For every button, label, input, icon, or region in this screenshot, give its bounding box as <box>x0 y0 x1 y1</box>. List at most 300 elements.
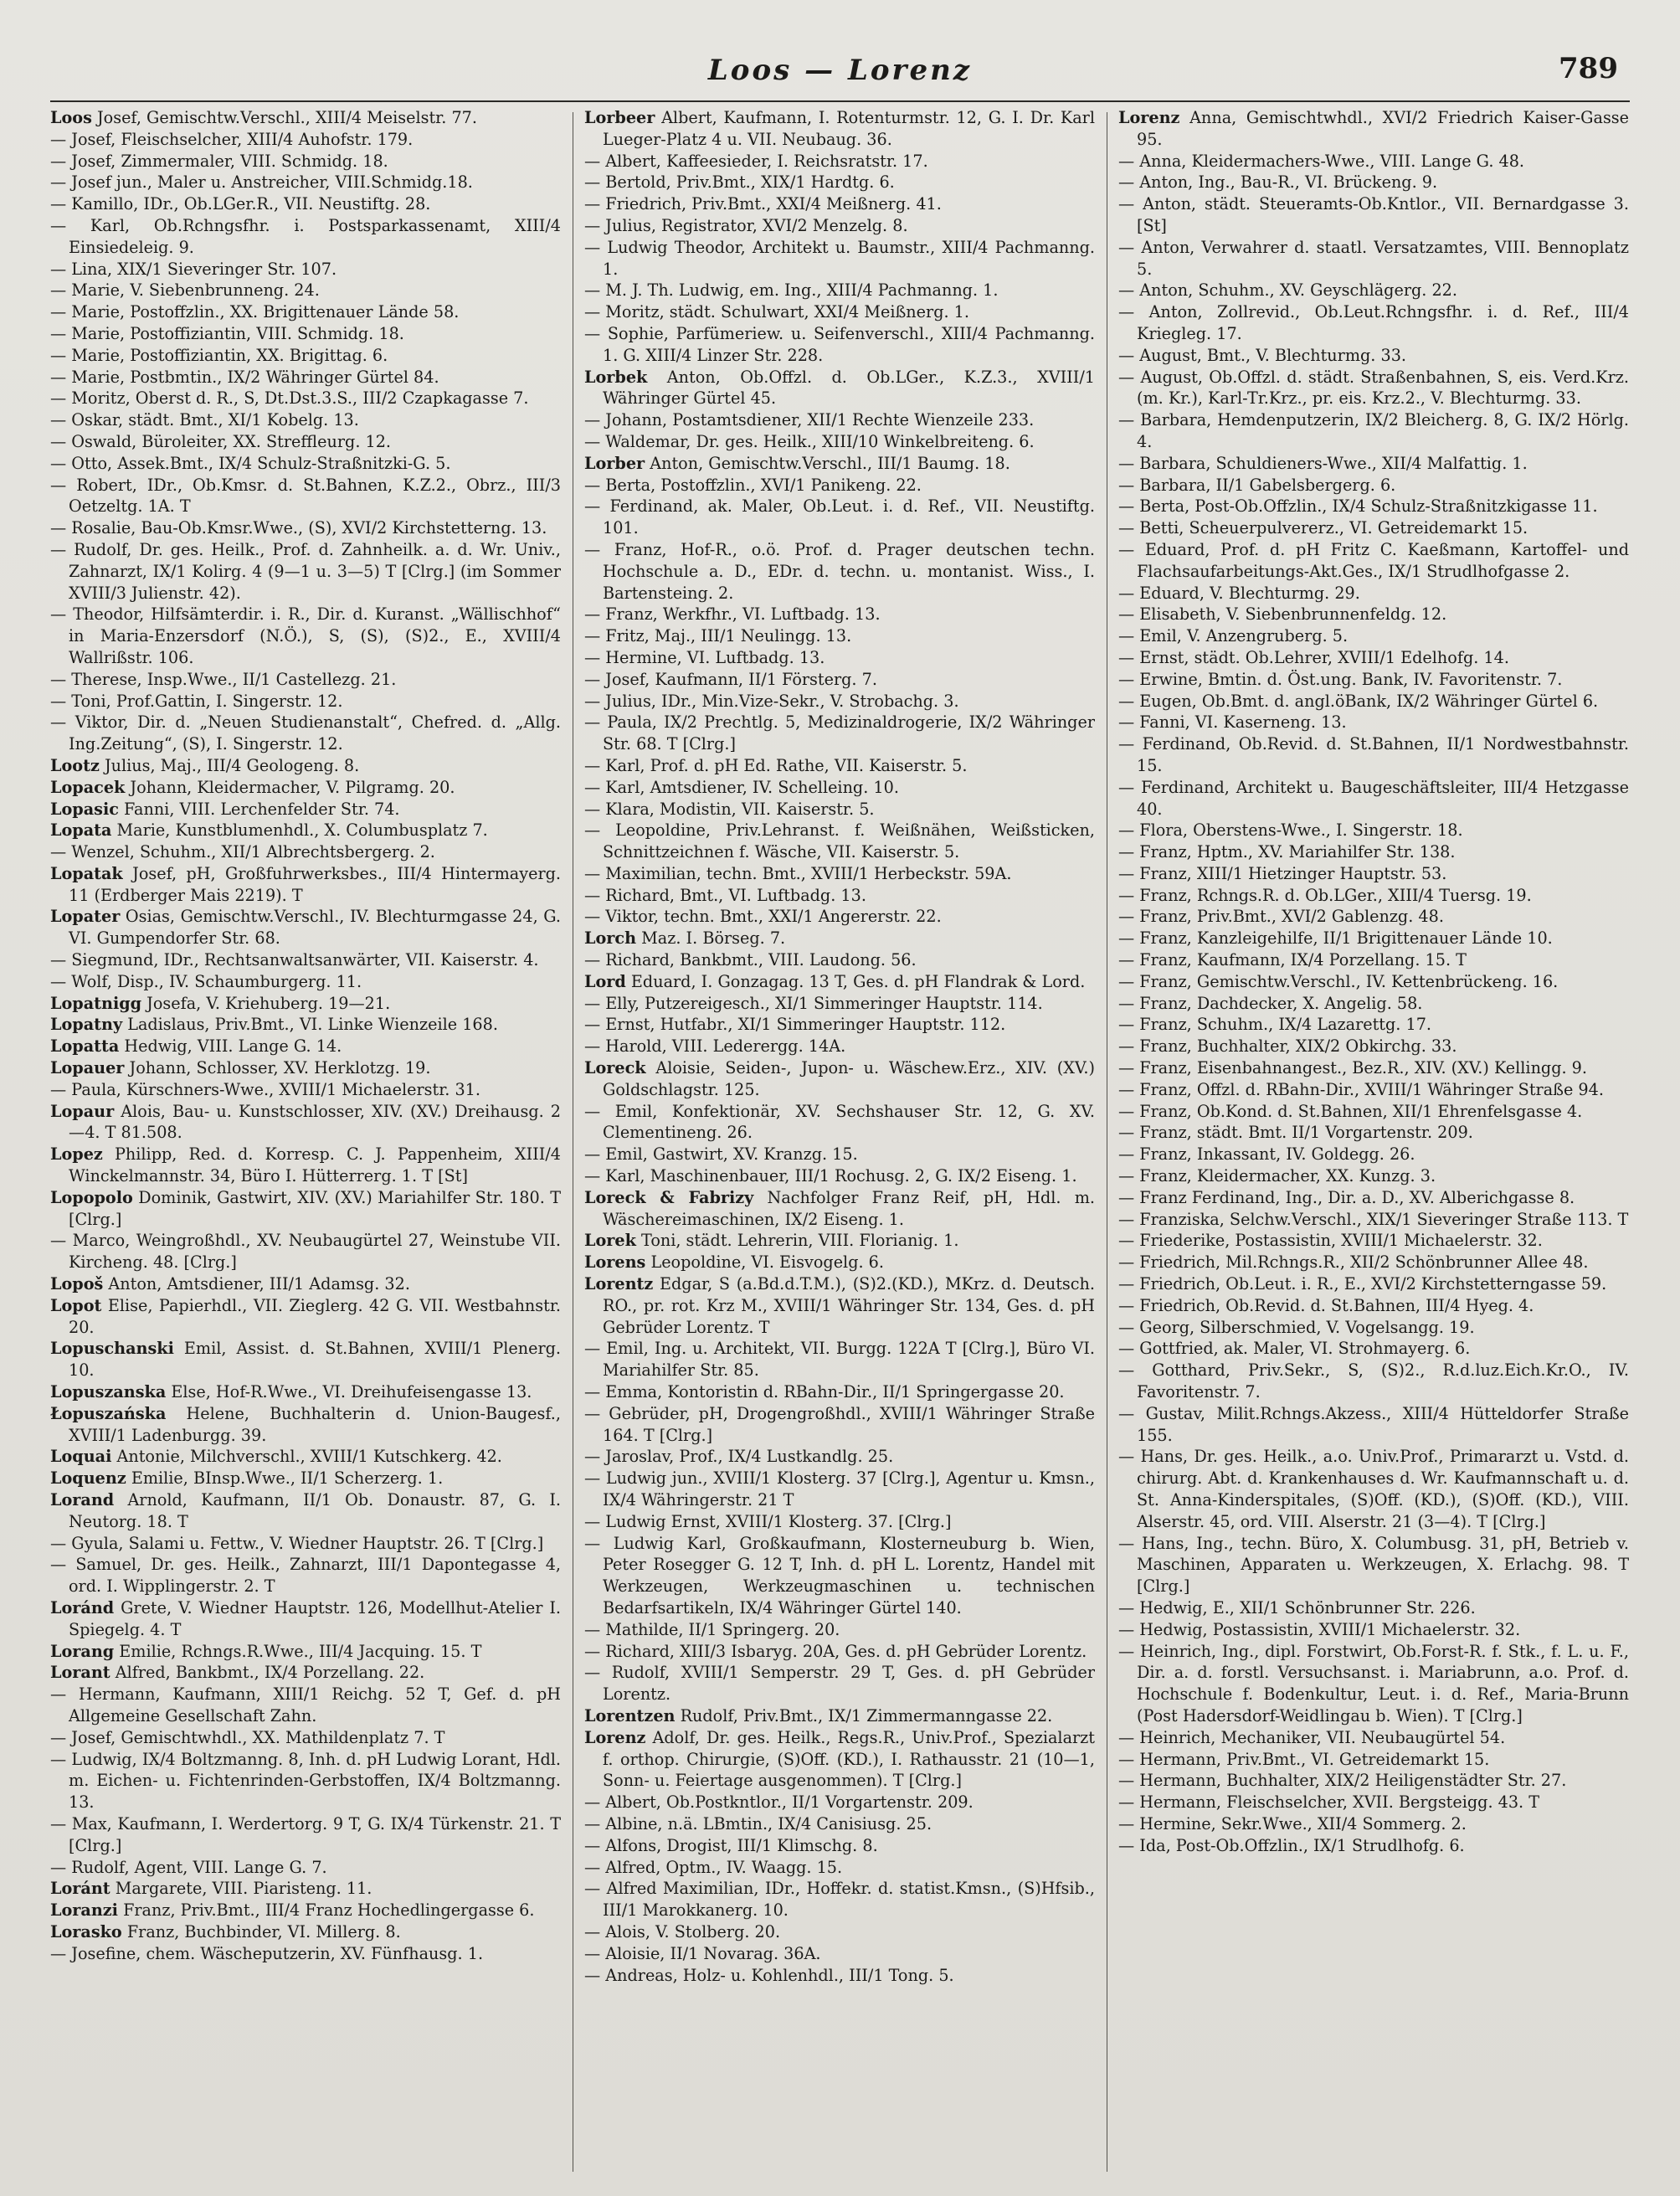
entry-surname: Lorbeer <box>584 108 655 127</box>
entry-text: — Marie, Postoffiziantin, VIII. Schmidg. 18. <box>50 323 404 343</box>
directory-entry <box>1118 1057 1629 1079</box>
directory-entry <box>1118 475 1629 496</box>
entry-text: — Hans, Ing., techn. Büro, X. Columbusg. 31, pH, Betrieb v. Maschinen, Apparaten u. Werkzeugen, X. Erlachg. 98. T [Clrg.] <box>1118 1533 1629 1597</box>
entry-text: — Ludwig, IX/4 Boltzmanng. 8, Inh. d. pH Ludwig Lorant, Hdl. m. Eichen- u. Fichtenrinden-Gerbstoffen, IX/4 Boltzmanng. 13. <box>50 1749 561 1813</box>
entry-surname: Lopata <box>50 820 112 841</box>
directory-entry <box>50 1921 561 1943</box>
entry-text: — Friedrich, Priv.Bmt., XXI/4 Meißnerg. 41. <box>584 194 942 214</box>
entry-text: — Barbara, II/1 Gabelsbergerg. 6. <box>1118 475 1396 495</box>
entry-text: — Ludwig jun., XVIII/1 Klosterg. 37 [Clrg.], Agentur u. Kmsn., IX/4 Währingerstr. 21 T <box>584 1468 1095 1509</box>
directory-entry <box>50 1057 561 1079</box>
entry-text: — Hermann, Priv.Bmt., VI. Getreidemarkt 15. <box>1118 1749 1490 1769</box>
directory-entry <box>584 1338 1095 1381</box>
entry-surname: Loreck & Fabrizy <box>584 1187 754 1207</box>
directory-entry <box>1118 409 1629 453</box>
directory-entry <box>1118 1295 1629 1317</box>
entry-text: — Franz, XIII/1 Hietzinger Hauptstr. 53. <box>1118 863 1447 883</box>
entry-text: Ladislaus, Priv.Bmt., VI. Linke Wienzeile 168. <box>122 1015 498 1035</box>
entry-text: — Hedwig, E., XII/1 Schönbrunner Str. 226. <box>1118 1597 1476 1617</box>
entry-text: — Richard, Bankbmt., VIII. Laudong. 56. <box>584 950 917 970</box>
entry-text: Julius, Maj., III/4 Geologeng. 8. <box>99 755 360 775</box>
entry-text: Hedwig, VIII. Lange G. 14. <box>119 1036 342 1057</box>
entry-text: — Josef jun., Maler u. Anstreicher, VIII.Schmidg.18. <box>50 172 473 193</box>
entry-text: — Hermine, VI. Luftbadg. 13. <box>584 647 825 667</box>
entry-surname: Loreck <box>584 1058 646 1078</box>
entry-text: — Hans, Dr. ges. Heilk., a.o. Univ.Prof., Primararzt u. Vstd. d. chirurg. Abt. d. Krankenhauses d. Wr. Kaufmannschaft u. d. St. Anna-Kinderspitales, (S)Off. (KD.), (S)Off. (KD.), VIII. Alserstr. 45, ord. VIII. Alserstr. 21 (3—4). T [Clrg.] <box>1118 1447 1629 1531</box>
directory-entry <box>584 928 1095 949</box>
entry-text: — Leopoldine, Priv.Lehranst. f. Weißnähen, Weißsticken, Schnittzeichnen f. Wäsche, VII. Kaiserstr. 5. <box>584 820 1095 862</box>
entry-text: Albert, Kaufmann, I. Rotenturmstr. 12, G. I. Dr. Karl Lueger-Platz 4 u. VII. Neubaug. 36. <box>603 108 1095 149</box>
directory-entry <box>584 1036 1095 1057</box>
entry-text: — Viktor, Dir. d. „Neuen Studienanstalt“, Chefred. d. „Allg. Ing.Zeitung“, (S), I. Singerstr. 12. <box>50 712 561 754</box>
entry-text: — Franz, Dachdecker, X. Angelig. 58. <box>1118 993 1423 1013</box>
directory-entry <box>50 475 561 518</box>
entry-text: Eduard, I. Gonzagag. 13 T, Ges. d. pH Flandrak & Lord. <box>625 971 1086 991</box>
directory-entry <box>50 367 561 388</box>
directory-entry <box>1118 1619 1629 1641</box>
directory-entry <box>1118 949 1629 971</box>
directory-entry <box>50 1662 561 1684</box>
directory-entry <box>1118 1749 1629 1771</box>
entry-text: — Wenzel, Schuhm., XII/1 Albrechtsbergerg. 2. <box>50 842 435 862</box>
entry-text: Rudolf, Priv.Bmt., IX/1 Zimmermanngasse 22. <box>675 1705 1053 1725</box>
entry-text: Toni, städt. Lehrerin, VIII. Florianig. 1. <box>635 1231 959 1251</box>
entry-text: — Elisabeth, V. Siebenbrunnenfeldg. 12. <box>1118 604 1447 625</box>
directory-entry <box>1118 777 1629 820</box>
entry-text: — Kamillo, IDr., Ob.LGer.R., VII. Neustiftg. 28. <box>50 194 431 214</box>
directory-entry <box>1118 193 1629 237</box>
directory-entry <box>50 1230 561 1273</box>
entry-text: — Theodor, Hilfsämterdir. i. R., Dir. d. Kuranst. „Wällischhof“ in Maria-Enzersdorf (N.Ö.), S, (S), (S)2., E., XVIII/4 Wallrißstr. 106. <box>50 604 561 667</box>
directory-entry <box>1118 625 1629 647</box>
entry-text: — Franz, Buchhalter, XIX/2 Obkirchg. 33. <box>1118 1036 1457 1057</box>
entry-text: — Alfred Maximilian, IDr., Hoffekr. d. statist.Kmsn., (S)Hfsib., III/1 Marokkanerg. 10. <box>584 1879 1095 1921</box>
entry-text: — Albert, Kaffeesieder, I. Reichsratstr. 17. <box>584 151 928 171</box>
entry-text: — Josef, Gemischtwhdl., XX. Mathildenplatz 7. T <box>50 1727 445 1747</box>
entry-text: — Berta, Post-Ob.Offzlin., IX/4 Schulz-Straßnitzkigasse 11. <box>1118 496 1598 517</box>
entry-text: — Alfred, Optm., IV. Waagg. 15. <box>584 1857 843 1877</box>
entry-text: — Julius, Registrator, XVI/2 Menzelg. 8. <box>584 215 908 235</box>
directory-entry <box>584 863 1095 885</box>
directory-entry <box>1118 301 1629 345</box>
entry-text: — Gyula, Salami u. Fettw., V. Wiedner Hauptstr. 26. T [Clrg.] <box>50 1533 544 1553</box>
directory-entry <box>1118 1597 1629 1619</box>
directory-entry <box>50 1144 561 1187</box>
entry-text: Emil, Assist. d. St.Bahnen, XVIII/1 Plenerg. 10. <box>69 1339 561 1381</box>
entry-text: — Franz, Ob.Kond. d. St.Bahnen, XII/1 Ehrenfelsgasse 4. <box>1118 1101 1583 1121</box>
directory-entry <box>50 259 561 280</box>
entry-text: — Andreas, Holz- u. Kohlenhdl., III/1 Tong. 5. <box>584 1965 954 1985</box>
directory-entry <box>50 993 561 1015</box>
directory-entry <box>1118 1144 1629 1165</box>
directory-entry <box>584 367 1095 410</box>
directory-entry <box>584 280 1095 301</box>
entry-text: — Ludwig Karl, Großkaufmann, Klosterneuburg b. Wien, Peter Rosegger G. 12 T, Inh. d. pH L. Lorentz, Handel mit Werkzeugen, Werkzeugmaschinen u. technischen Bedarfsartikeln, IX/4 Währinger Gürtel 140. <box>584 1533 1095 1617</box>
entry-text: — Karl, Amtsdiener, IV. Schelleing. 10. <box>584 777 899 797</box>
directory-entry <box>50 1036 561 1057</box>
directory-entry <box>584 151 1095 172</box>
directory-entry <box>1118 1792 1629 1813</box>
entry-surname: Lorentz <box>584 1274 654 1294</box>
entry-text: Leopoldine, VI. Eisvogelg. 6. <box>645 1252 884 1273</box>
directory-entry <box>50 129 561 151</box>
entry-text: — Maximilian, techn. Bmt., XVIII/1 Herbeckstr. 59A. <box>584 863 1012 883</box>
entry-surname: Lorens <box>584 1252 646 1273</box>
entry-text: — Marie, Postoffiziantin, XX. Brigittag. 6. <box>50 345 388 365</box>
entry-text: — Franz, Werkfhr., VI. Luftbadg. 13. <box>584 604 881 625</box>
directory-entry <box>584 1273 1095 1338</box>
directory-entry <box>584 906 1095 928</box>
directory-entry <box>50 1446 561 1468</box>
directory-entry <box>1118 1230 1629 1252</box>
entry-text: — Johann, Postamtsdiener, XII/1 Rechte Wienzeile 233. <box>584 410 1035 430</box>
entry-text: Anton, Amtsdiener, III/1 Adamsg. 32. <box>103 1274 410 1294</box>
entry-text: Franz, Priv.Bmt., III/4 Franz Hochedlingergasse 6. <box>117 1900 535 1921</box>
directory-entry <box>1118 1014 1629 1036</box>
directory-entry <box>50 799 561 820</box>
entry-text: — August, Ob.Offzl. d. städt. Straßenbahnen, S, eis. Verd.Krz. (m. Kr.), Karl-Tr.Krz., pr. eis. Krz.2., V. Blechturmg. 33. <box>1118 367 1629 409</box>
directory-entry <box>584 1813 1095 1835</box>
directory-entry <box>50 280 561 301</box>
directory-entry <box>50 517 561 539</box>
entry-text: — Eugen, Ob.Bmt. d. angl.öBank, IX/2 Währinger Gürtel 6. <box>1118 691 1599 711</box>
entry-text: — Hermine, Sekr.Wwe., XII/4 Sommerg. 2. <box>1118 1813 1467 1833</box>
entry-surname: Lorand <box>50 1490 115 1509</box>
directory-entry <box>1118 280 1629 301</box>
entry-text: — Georg, Silberschmied, V. Vogelsangg. 19. <box>1118 1317 1475 1337</box>
entry-text: — Friedrich, Mil.Rchngs.R., XII/2 Schönbrunner Allee 48. <box>1118 1252 1589 1273</box>
directory-entry <box>1118 1727 1629 1749</box>
directory-entry <box>1118 1273 1629 1295</box>
entry-text: — Friederike, Postassistin, XVIII/1 Michaelerstr. 32. <box>1118 1231 1543 1251</box>
entry-text: — Ida, Post-Ob.Offzlin., IX/1 Strudlhofg. 6. <box>1118 1835 1465 1855</box>
directory-entry <box>584 820 1095 863</box>
directory-entry <box>50 1381 561 1403</box>
entry-text: Adolf, Dr. ges. Heilk., Regs.R., Univ.Prof., Spezialarzt f. orthop. Chirurgie, (S)Off. (KD.), I. Rathausstr. 21 (10—1, Sonn- u. Feiertage ausgenommen). T [Clrg.] <box>603 1727 1095 1791</box>
directory-entry <box>1118 841 1629 863</box>
directory-entry <box>50 453 561 475</box>
entry-text: — Franz Ferdinand, Ing., Dir. a. D., XV. Alberichgasse 8. <box>1118 1187 1575 1207</box>
entry-surname: Lorenz <box>1118 108 1180 127</box>
directory-entry <box>584 1943 1095 1965</box>
entry-text: Josef, pH, Großfuhrwerksbes., III/4 Hintermayerg. 11 (Erdberger Mais 2219). T <box>69 863 561 905</box>
directory-entry <box>50 193 561 215</box>
entry-text: — Alois, V. Stolberg. 20. <box>584 1921 781 1941</box>
directory-entry <box>50 777 561 799</box>
entry-text: Antonie, Milchverschl., XVIII/1 Kutschkerg. 42. <box>111 1447 502 1467</box>
directory-entry <box>50 1468 561 1489</box>
directory-entry <box>584 799 1095 820</box>
directory-entry <box>1118 993 1629 1015</box>
entry-text: — Emil, V. Anzengruberg. 5. <box>1118 626 1349 646</box>
entry-text: — Franziska, Selchw.Verschl., XIX/1 Sieveringer Straße 113. T <box>1118 1209 1629 1229</box>
directory-columns <box>50 107 1632 2179</box>
directory-entry <box>584 971 1095 993</box>
entry-text: — Elly, Putzereigesch., XI/1 Simmeringer Hauptstr. 114. <box>584 993 1043 1013</box>
entry-text: — Rudolf, Dr. ges. Heilk., Prof. d. Zahnheilk. a. d. Wr. Univ., Zahnarzt, IX/1 Kolirg. 4 (9—1 u. 3—5) T [Clrg.] (im Sommer XVIII/3 Julienstr. 42). <box>50 539 561 603</box>
directory-entry <box>50 301 561 323</box>
entry-text: — Anton, Verwahrer d. staatl. Versatzamtes, VIII. Bennoplatz 5. <box>1118 237 1629 279</box>
entry-text: Nachfolger Franz Reif, pH, Hdl. m. Wäschereimaschinen, IX/2 Eiseng. 1. <box>603 1187 1095 1229</box>
directory-entry <box>50 1554 561 1597</box>
directory-entry <box>584 301 1095 323</box>
entry-text: — Franz, Inkassant, IV. Goldegg. 26. <box>1118 1144 1415 1165</box>
entry-text: Franz, Buchbinder, VI. Millerg. 8. <box>121 1921 401 1941</box>
entry-text: Elise, Papierhdl., VII. Zieglerg. 42 G. VII. Westbahnstr. 20. <box>69 1295 561 1337</box>
entry-text: — Eduard, V. Blechturmg. 29. <box>1118 583 1360 603</box>
directory-entry <box>584 193 1095 215</box>
entry-text: Edgar, S (a.Bd.d.T.M.), (S)2.(KD.), MKrz. d. Deutsch. RO., pr. rot. Krz M., XVIII/1 Währinger Str. 134, Ges. d. pH Gebrüder Lorentz. T <box>603 1274 1095 1337</box>
directory-entry <box>584 1705 1095 1727</box>
directory-entry <box>584 949 1095 971</box>
entry-text: — Aloisie, II/1 Novarag. 36A. <box>584 1943 821 1963</box>
entry-text: — Berta, Postoffzlin., XVI/1 Panikeng. 22. <box>584 475 922 495</box>
entry-text: — M. J. Th. Ludwig, em. Ing., XIII/4 Pachmanng. 1. <box>584 280 999 301</box>
directory-entry <box>50 215 561 259</box>
entry-text: — Karl, Prof. d. pH Ed. Rathe, VII. Kaiserstr. 5. <box>584 755 968 775</box>
column-1 <box>50 107 561 2179</box>
directory-entry <box>1118 1835 1629 1857</box>
entry-text: — Rudolf, Agent, VIII. Lange G. 7. <box>50 1857 327 1877</box>
entry-text: — Julius, IDr., Min.Vize-Sekr., V. Strobachg. 3. <box>584 691 959 711</box>
directory-entry <box>50 1273 561 1295</box>
directory-entry <box>50 604 561 668</box>
entry-text: Johann, Schlosser, XV. Herklotzg. 19. <box>124 1058 431 1078</box>
directory-entry <box>1118 237 1629 280</box>
entry-text: — Franz, städt. Bmt. II/1 Vorgartenstr. 209. <box>1118 1123 1473 1143</box>
directory-entry <box>584 885 1095 907</box>
directory-entry <box>50 1813 561 1857</box>
entry-surname: Lopez <box>50 1144 103 1165</box>
entry-surname: Lord <box>584 971 626 991</box>
directory-entry <box>50 1900 561 1921</box>
directory-entry <box>584 1662 1095 1705</box>
directory-entry <box>1118 1101 1629 1123</box>
directory-entry <box>584 1792 1095 1813</box>
entry-text: — Anton, städt. Steueramts-Ob.Kntlor., VII. Bernardgasse 3. [St] <box>1118 194 1629 235</box>
directory-entry <box>50 1641 561 1663</box>
entry-text: Anton, Ob.Offzl. d. Ob.LGer., K.Z.3., XVIII/1 Währinger Gürtel 45. <box>603 367 1095 409</box>
entry-surname: Lorenz <box>584 1727 646 1747</box>
entry-text: — Erwine, Bmtin. d. Öst.ung. Bank, IV. Favoritenstr. 7. <box>1118 669 1563 689</box>
entry-text: — Rosalie, Bau-Ob.Kmsr.Wwe., (S), XVI/2 Kirchstetterng. 13. <box>50 518 547 538</box>
header-rule <box>50 100 1630 102</box>
entry-text: — Moritz, Oberst d. R., S, Dt.Dst.3.S., III/2 Czapkagasse 7. <box>50 388 529 409</box>
entry-text: — Hedwig, Postassistin, XVIII/1 Michaelerstr. 32. <box>1118 1619 1521 1639</box>
entry-surname: Lorentzen <box>584 1705 676 1725</box>
directory-entry <box>1118 1252 1629 1273</box>
directory-entry <box>50 1684 561 1727</box>
entry-surname: Lopatnigg <box>50 993 142 1013</box>
directory-entry <box>1118 367 1629 410</box>
directory-entry <box>50 1338 561 1381</box>
directory-entry <box>1118 1813 1629 1835</box>
entry-text: — Friedrich, Ob.Leut. i. R., E., XVI/2 Kirchstetterngasse 59. <box>1118 1274 1607 1294</box>
directory-entry <box>1118 885 1629 907</box>
entry-surname: Lopatak <box>50 863 123 883</box>
directory-entry <box>50 820 561 841</box>
directory-entry <box>1118 906 1629 928</box>
directory-entry <box>50 1187 561 1231</box>
entry-text: — Ferdinand, Ob.Revid. d. St.Bahnen, II/1 Nordwestbahnstr. 15. <box>1118 734 1629 775</box>
directory-entry <box>50 755 561 777</box>
entry-text: — Ludwig Ernst, XVIII/1 Klosterg. 37. [Clrg.] <box>584 1511 952 1531</box>
directory-entry <box>584 323 1095 367</box>
entry-surname: Lopuschanski <box>50 1339 174 1359</box>
entry-surname: Lorbek <box>584 367 648 387</box>
entry-text: — Oskar, städt. Bmt., XI/1 Kobelg. 13. <box>50 410 359 430</box>
entry-surname: Lorber <box>584 453 645 473</box>
entry-surname: Lopaur <box>50 1101 115 1121</box>
directory-entry <box>584 107 1095 151</box>
directory-entry <box>584 691 1095 712</box>
entry-surname: Loquai <box>50 1447 112 1467</box>
entry-text: — Sophie, Parfümeriew. u. Seifenverschl., XIII/4 Pachmanng. 1. G. XIII/4 Linzer Str. 228. <box>584 323 1095 365</box>
directory-entry <box>584 1403 1095 1447</box>
entry-text: — Gotthard, Priv.Sekr., S, (S)2., R.d.luz.Eich.Kr.O., IV. Favoritenstr. 7. <box>1118 1360 1629 1402</box>
entry-text: Philipp, Red. d. Korresp. C. J. Pappenheim, XIII/4 Winckelmannstr. 34, Büro I. Hütterrerg. 1. T [St] <box>69 1144 561 1186</box>
entry-text: Helene, Buchhalterin d. Union-Baugesf., XVIII/1 Ladenburgg. 39. <box>69 1403 561 1445</box>
directory-entry <box>1118 583 1629 604</box>
directory-entry <box>50 345 561 367</box>
entry-text: — Franz, Kanzleigehilfe, II/1 Brigittenauer Lände 10. <box>1118 928 1553 949</box>
entry-text: Anton, Gemischtw.Verschl., III/1 Baumg. 18. <box>645 453 1010 473</box>
entry-text: — Albert, Ob.Postkntlor., II/1 Vorgartenstr. 209. <box>584 1792 974 1813</box>
directory-entry <box>584 1014 1095 1036</box>
entry-text: — Harold, VIII. Lederergg. 14A. <box>584 1036 846 1057</box>
entry-text: — Ernst, Hutfabr., XI/1 Simmeringer Hauptstr. 112. <box>584 1015 1006 1035</box>
entry-text: — Franz, Offzl. d. RBahn-Dir., XVIII/1 Währinger Straße 94. <box>1118 1079 1604 1099</box>
entry-text: — Eduard, Prof. d. pH Fritz C. Kaeßmann, Kartoffel- und Flachsaufarbeitungs-Akt.Ges., IX/1 Strudlhofgasse 2. <box>1118 539 1629 581</box>
entry-text: — Jaroslav, Prof., IX/4 Lustkandlg. 25. <box>584 1447 894 1467</box>
entry-text: Osias, Gemischtw.Verschl., IV. Blechturmgasse 24, G. VI. Gumpendorfer Str. 68. <box>69 907 561 949</box>
entry-text: — Hermann, Buchhalter, XIX/2 Heiligenstädter Str. 27. <box>1118 1771 1567 1791</box>
directory-entry <box>1118 1403 1629 1447</box>
directory-entry <box>50 1597 561 1641</box>
entry-text: — Franz, Eisenbahnangest., Bez.R., XIV. (XV.) Kellingg. 9. <box>1118 1058 1587 1078</box>
directory-entry <box>584 1057 1095 1101</box>
entry-text: — Franz, Hof-R., o.ö. Prof. d. Prager deutschen techn. Hochschule a. D., EDr. d. techn. u. montanist. Wiss., I. Bartensteing. 2. <box>584 539 1095 603</box>
directory-entry <box>1118 1165 1629 1187</box>
entry-text: — Anton, Zollrevid., Ob.Leut.Rchngsfhr. i. d. Ref., III/4 Kriegleg. 17. <box>1118 302 1629 343</box>
entry-text: — Viktor, techn. Bmt., XXI/1 Angererstr. 22. <box>584 907 942 927</box>
entry-text: — Franz, Rchngs.R. d. Ob.LGer., XIII/4 Tuersg. 19. <box>1118 885 1532 905</box>
directory-entry <box>50 1079 561 1101</box>
column-2 <box>584 107 1095 2179</box>
directory-entry <box>50 691 561 712</box>
directory-entry <box>50 409 561 431</box>
entry-text: — Emil, Ing. u. Architekt, VII. Burgg. 122A T [Clrg.], Büro VI. Mariahilfer Str. 85. <box>584 1339 1095 1381</box>
entry-surname: Lopuszanska <box>50 1382 167 1402</box>
entry-text: — Josefine, chem. Wäscheputzerin, XV. Fünfhausg. 1. <box>50 1943 484 1963</box>
directory-entry <box>1118 1036 1629 1057</box>
directory-entry <box>50 1014 561 1036</box>
directory-entry <box>1118 928 1629 949</box>
entry-text: — Friedrich, Ob.Revid. d. St.Bahnen, III/4 Hyeg. 4. <box>1118 1295 1534 1315</box>
entry-text: — Marie, Postbmtin., IX/2 Währinger Gürtel 84. <box>50 367 439 387</box>
entry-text: — Josef, Fleischselcher, XIII/4 Auhofstr. 179. <box>50 129 414 149</box>
directory-entry <box>50 1749 561 1813</box>
directory-entry <box>1118 604 1629 625</box>
directory-entry <box>584 453 1095 475</box>
directory-entry <box>584 1857 1095 1879</box>
entry-text: Grete, V. Wiedner Hauptstr. 126, Modellhut-Atelier I. Spiegelg. 4. T <box>69 1597 561 1639</box>
entry-surname: Lopacek <box>50 777 126 797</box>
directory-entry <box>584 604 1095 625</box>
entry-text: — Gebrüder, pH, Drogengroßhdl., XVIII/1 Währinger Straße 164. T [Clrg.] <box>584 1403 1095 1445</box>
directory-entry <box>50 1857 561 1879</box>
entry-surname: Loránt <box>50 1879 110 1899</box>
entry-text: — Siegmund, IDr., Rechtsanwaltsanwärter, VII. Kaiserstr. 4. <box>50 950 539 970</box>
entry-surname: Lopopolo <box>50 1187 133 1207</box>
directory-entry <box>50 669 561 691</box>
running-head: Loos — Lorenz <box>707 54 973 87</box>
directory-entry <box>584 777 1095 799</box>
directory-entry <box>1118 539 1629 583</box>
entry-surname: Loránd <box>50 1597 115 1617</box>
entry-text: — Emil, Gastwirt, XV. Kranzg. 15. <box>584 1144 858 1165</box>
directory-entry <box>1118 496 1629 517</box>
entry-text: — Samuel, Dr. ges. Heilk., Zahnarzt, III/1 Dapontegasse 4, ord. I. Wipplingerstr. 2. T <box>50 1555 561 1597</box>
entry-text: — Gustav, Milit.Rchngs.Akzess., XIII/4 Hütteldorfer Straße 155. <box>1118 1403 1629 1445</box>
entry-text: Emilie, BInsp.Wwe., II/1 Scherzerg. 1. <box>126 1468 444 1489</box>
entry-text: Alfred, Bankbmt., IX/4 Porzellang. 22. <box>110 1663 425 1683</box>
directory-entry <box>1118 971 1629 993</box>
entry-text: — Paula, IX/2 Prechtlg. 5, Medizinaldrogerie, IX/2 Währinger Str. 68. T [Clrg.] <box>584 712 1095 754</box>
entry-text: — Hermann, Fleischselcher, XVII. Bergsteigg. 43. T <box>1118 1792 1540 1813</box>
directory-entry <box>584 1835 1095 1857</box>
directory-entry <box>584 1230 1095 1252</box>
directory-entry <box>50 906 561 949</box>
directory-entry <box>1118 733 1629 777</box>
directory-entry <box>1118 1533 1629 1597</box>
entry-text: — Ferdinand, Architekt u. Baugeschäftsleiter, III/4 Hetzgasse 40. <box>1118 777 1629 819</box>
directory-entry <box>50 1489 561 1533</box>
directory-entry <box>1118 1446 1629 1532</box>
entry-text: Josef, Gemischtw.Verschl., XIII/4 Meiselstr. 77. <box>91 108 477 127</box>
directory-entry <box>1118 1187 1629 1209</box>
entry-surname: Loranzi <box>50 1900 118 1921</box>
entry-surname: Lopot <box>50 1295 102 1315</box>
entry-text: — Oswald, Büroleiter, XX. Streffleurg. 12. <box>50 431 392 451</box>
directory-entry <box>1118 172 1629 193</box>
entry-text: — Robert, IDr., Ob.Kmsr. d. St.Bahnen, K.Z.2., Obrz., III/3 Oetzeltg. 1A. T <box>50 475 561 517</box>
entry-surname: Lopatny <box>50 1015 123 1035</box>
entry-text: — Heinrich, Ing., dipl. Forstwirt, Ob.Forst-R. f. Stk., f. L. u. F., Dir. a. d. forstl. Versuchsanst. i. Mariabrunn, a.o. Prof. d. Hochschule f. Bodenkultur, Leut. i. d. Ref., Maria-Brunn (Post Hadersdorf-Weidlingau b. Wien). T [Clrg.] <box>1118 1641 1629 1725</box>
entry-text: — Gottfried, ak. Maler, VI. Strohmayerg. 6. <box>1118 1339 1471 1359</box>
entry-text: — Mathilde, II/1 Springerg. 20. <box>584 1619 840 1639</box>
directory-entry <box>584 993 1095 1015</box>
entry-surname: Lootz <box>50 755 100 775</box>
directory-entry <box>50 151 561 172</box>
entry-text: — Lina, XIX/1 Sieveringer Str. 107. <box>50 259 337 279</box>
directory-entry <box>1118 647 1629 669</box>
entry-surname: Loos <box>50 108 92 127</box>
directory-entry <box>584 647 1095 669</box>
entry-surname: Lopoš <box>50 1274 104 1294</box>
directory-entry <box>1118 820 1629 841</box>
entry-surname: Lorasko <box>50 1921 122 1941</box>
entry-text: — Fritz, Maj., III/1 Neulingg. 13. <box>584 626 852 646</box>
entry-text: — Emma, Kontoristin d. RBahn-Dir., II/1 Springergasse 20. <box>584 1382 1065 1402</box>
directory-entry <box>1118 1641 1629 1727</box>
directory-entry <box>1118 151 1629 172</box>
directory-entry <box>1118 1770 1629 1792</box>
entry-text: — Hermann, Kaufmann, XIII/1 Reichg. 52 T, Gef. d. pH Allgemeine Gesellschaft Zahn. <box>50 1684 561 1725</box>
directory-entry <box>584 1144 1095 1165</box>
entry-text: — Paula, Kürschners-Wwe., XVIII/1 Michaelerstr. 31. <box>50 1079 480 1099</box>
directory-entry <box>584 475 1095 496</box>
